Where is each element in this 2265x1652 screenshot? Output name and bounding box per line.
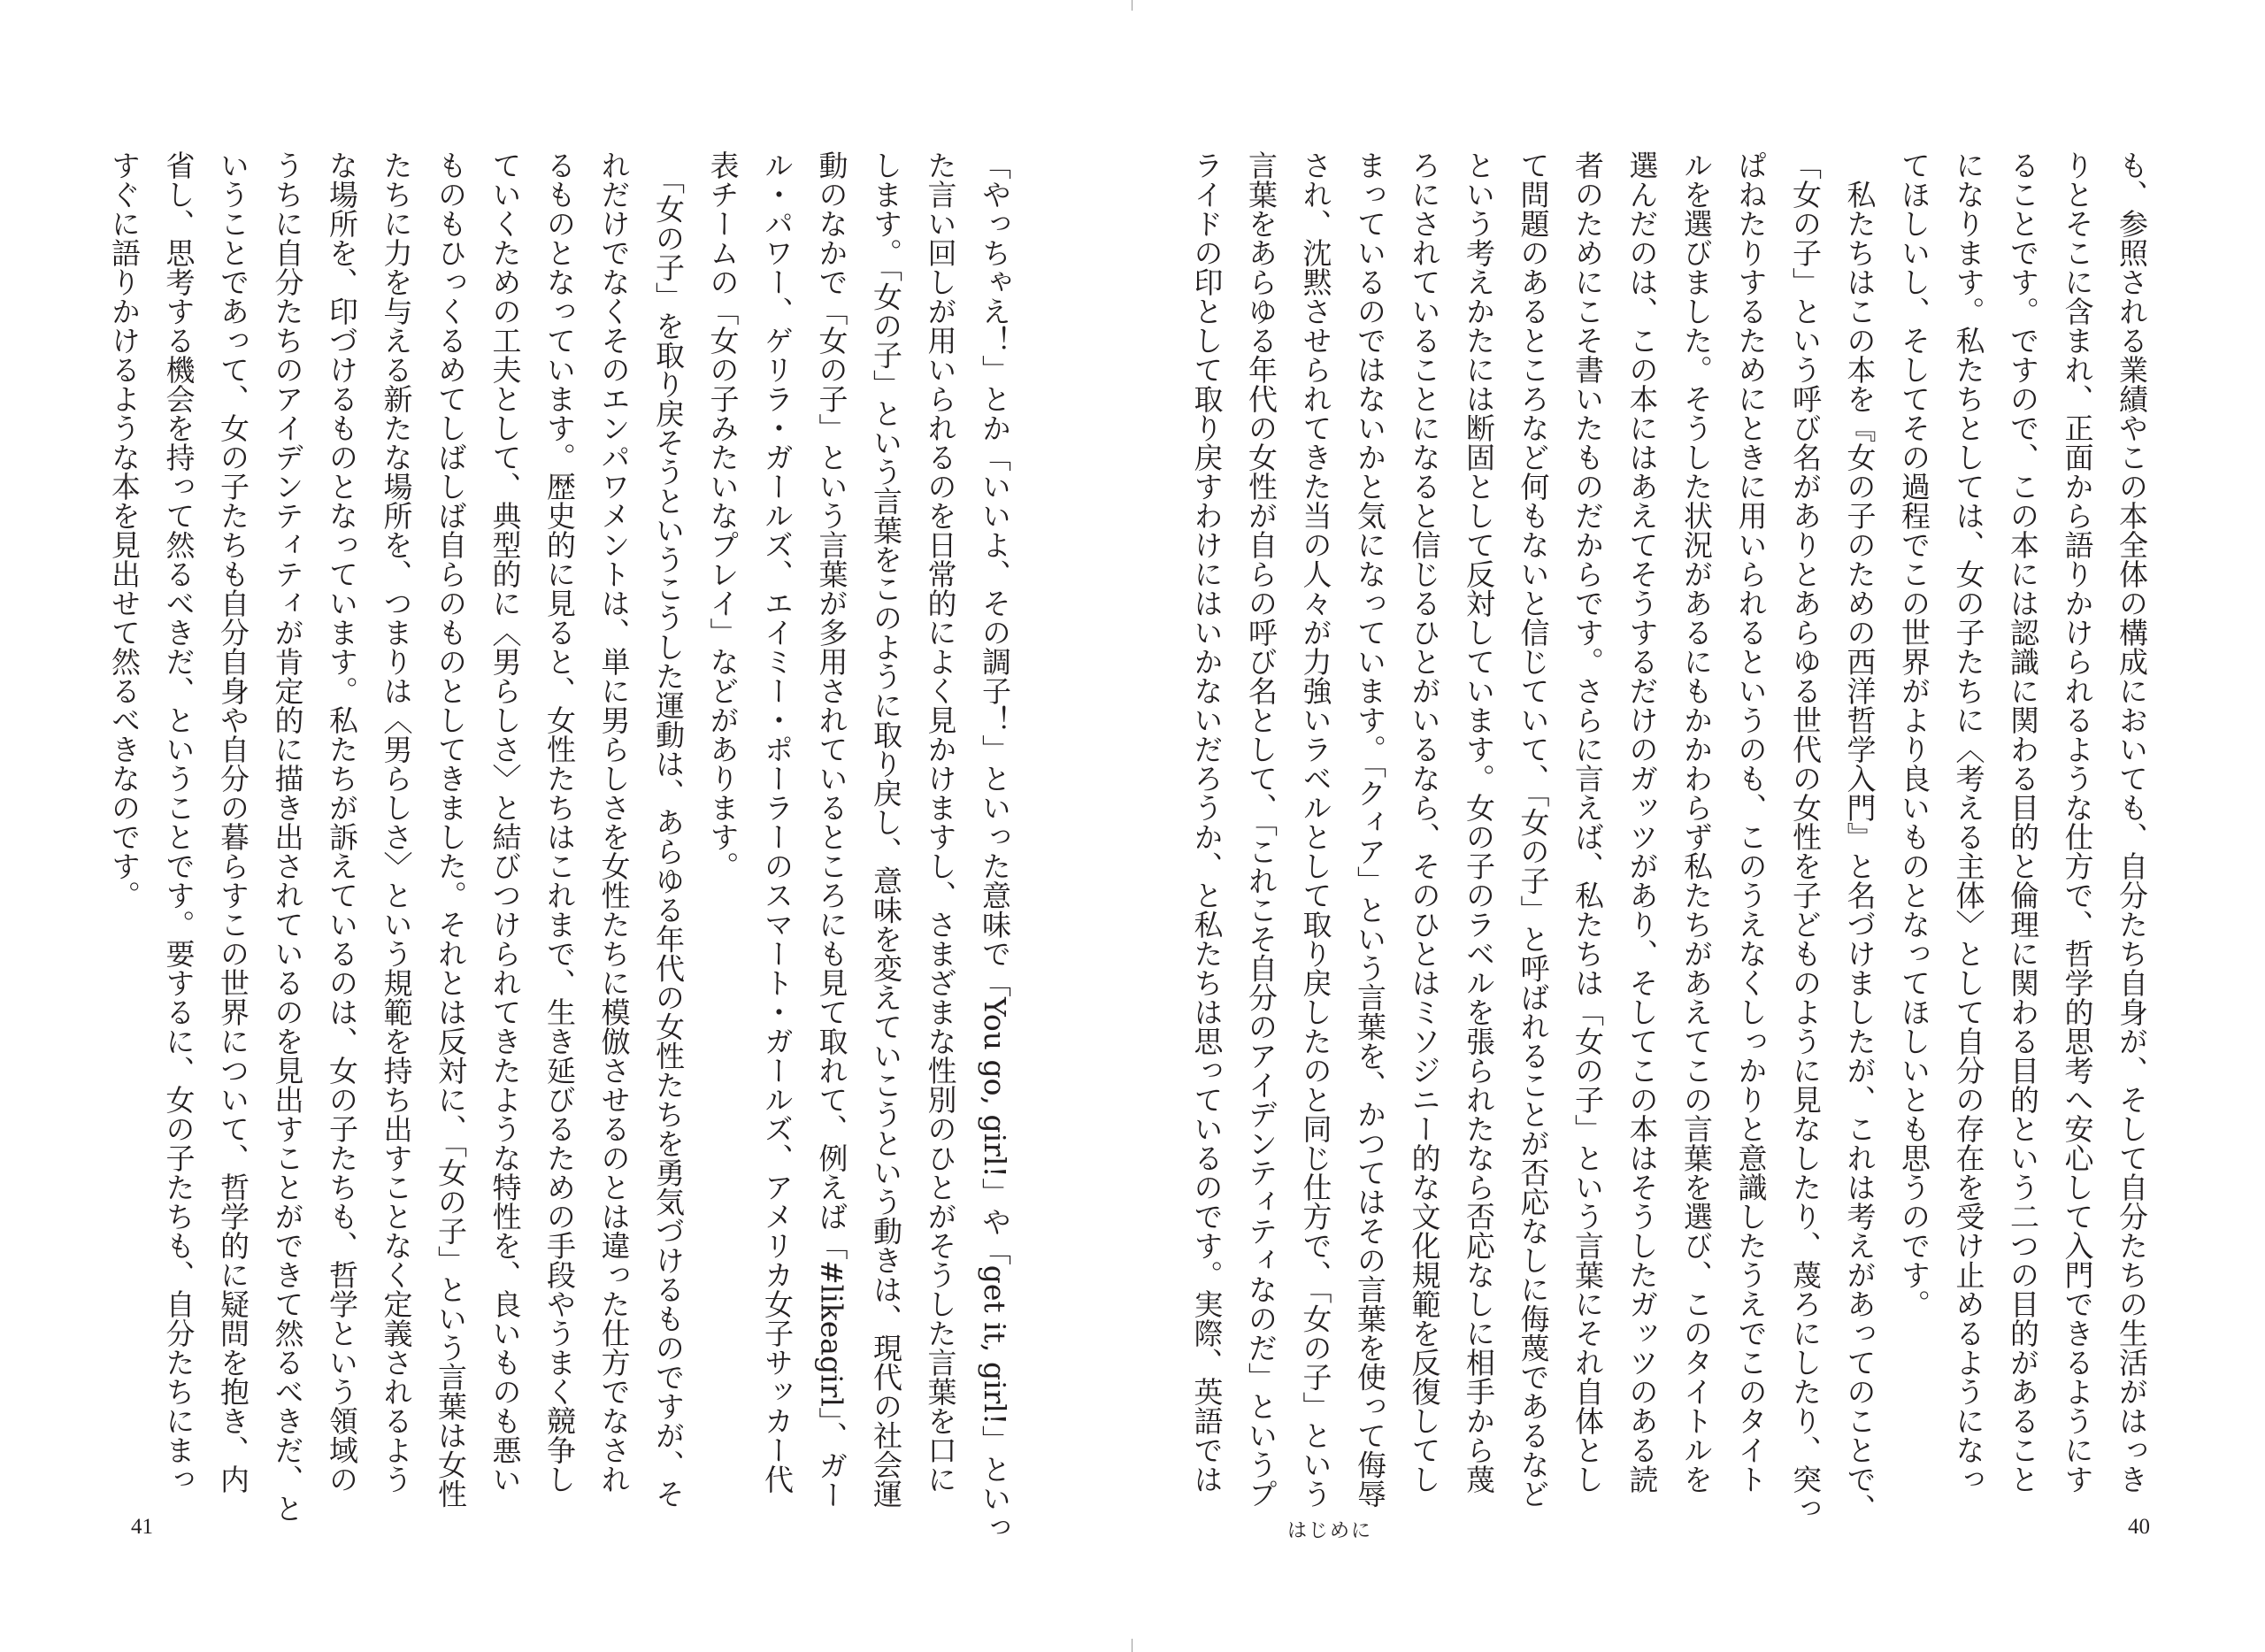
- left-line-10: ていくための工夫として、典型的に〈男らしさ〉と結びつけられてきたような特性を、良いものも悪い: [488, 150, 523, 1494]
- right-line-11: 者のためにこそ書いたものだからです。さらに言えば、私たちは「女の子」という言葉にそれ自体とし: [1570, 150, 1605, 1494]
- right-line-8: ぱねたりするためにときに用いられるというのも、このうえなくしっかりと意識したうえでこのタイト: [1733, 150, 1769, 1494]
- left-line-5: ル・パワー、ゲリラ・ガールズ、エイミー・ポーラーのスマート・ガールズ、アメリカ女子サッカー代: [760, 150, 795, 1494]
- left-line-17: すぐに語りかけるような本を見出せて然るべきなのです。: [107, 150, 142, 910]
- page-number-right: 40: [2128, 1515, 2150, 1539]
- right-line-2: りとそこに含まれ、正面から語りかけられるような仕方で、哲学的思考へ安心して入門できるようにす: [2060, 150, 2095, 1494]
- right-line-13: という考えかたには断固として反対しています。女の子のラベルを張られたなら否応なしに相手から蔑: [1462, 150, 1496, 1494]
- running-head: はじめに: [1287, 1520, 1373, 1542]
- right-line-3: ることです。ですので、この本には認識に関わる目的と倫理に関わる目的という二つの目的があること: [2006, 150, 2040, 1494]
- right-line-6: 私たちはこの本を『女の子のための西洋哲学入門』と名づけましたが、これは考えがあってのことで、: [1842, 150, 1877, 1523]
- right-line-4: になります。私たちとしては、女の子たちに〈考える主体〉として自分の存在を受け止めるようになっ: [1951, 150, 1986, 1494]
- left-line-7: 「女の子」を取り戻そうというこうした運動は、あらゆる年代の女性たちを勇気づけるものですが、そ: [651, 150, 686, 1509]
- left-line-6: 表チームの「女の子みたいなプレイ」などがあります。: [705, 150, 741, 880]
- right-line-15: まっているのではないかと気になっています。「クィア」という言葉を、かつてはその言葉を使って侮辱: [1353, 150, 1387, 1509]
- page-number-left: 41: [131, 1515, 153, 1539]
- right-line-18: ライドの印として取り戻すわけにはいかないだろうか、と私たちは思っているのです。実際、英語では: [1189, 150, 1225, 1494]
- left-line-15: いうことであって、女の子たちも自分自身や自分の暮らすこの世界について、哲学的に疑問を抱き、内: [216, 150, 250, 1494]
- right-line-16: され、沈黙させられてきた当の人々が力強いラベルとして取り戻したのと同じ仕方で、「女の子」という: [1298, 150, 1333, 1509]
- right-page: [1132, 0, 2265, 1652]
- right-line-10: 選んだのは、この本にはあえてそうするだけのガッツがあり、そしてこの本はそうしたガッツのある読: [1624, 150, 1660, 1494]
- right-line-9: ルを選びました。そうした状況があるにもかかわらず私たちがあえてこの言葉を選び、このタイトルを: [1679, 150, 1714, 1494]
- left-line-12: たちに力を与える新たな場所を、つまりは〈男らしさ〉という規範を持ち出すことなく定義されるよう: [379, 150, 414, 1494]
- right-line-1: も、参照される業績やこの本全体の構成においても、自分たち自身が、そして自分たちの生活がはっき: [2115, 150, 2149, 1494]
- left-line-3: します。「女の子」という言葉をこのように取り戻し、意味を変えていこうという動きは、現代の社会運: [869, 150, 903, 1509]
- left-line-11: ものもひっくるめてしばしば自らのものとしてきました。それとは反対に、「女の子」という言葉は女性: [434, 150, 468, 1509]
- left-line-4: 動のなかで「女の子」という言葉が多用されているところにも見て取れて、例えば「#likeagirl」、ガー: [814, 150, 849, 1510]
- left-line-16: 省し、思考する機会を持って然るべきだ、ということです。要するに、女の子たちも、自分たちにまっ: [161, 150, 196, 1494]
- right-line-17: 言葉をあらゆる年代の女性が自らの呼び名として、「これこそ自分のアイデンティティなのだ」というプ: [1244, 150, 1278, 1509]
- right-page-body: [1179, 150, 2159, 1523]
- right-line-7: 「女の子」という呼び名がありとあらゆる世代の女性を子どものように見なしたり、蔑ろにしたり、突っ: [1788, 150, 1823, 1523]
- right-line-12: て問題のあるところなど何もないと信じていて、「女の子」と呼ばれることが否応なしに侮蔑であるなど: [1516, 150, 1551, 1509]
- right-line-14: ろにされていることになると信じるひとがいるなら、そのひとはミソジニー的な文化規範を反復してし: [1407, 150, 1442, 1494]
- left-line-13: な場所を、印づけるものとなっています。私たちが訴えているのは、女の子たちも、哲学という領域の: [325, 150, 359, 1494]
- left-line-8: れだけでなくそのエンパワメントは、単に男らしさを女性たちに模倣させるのとは違った仕方でなされ: [596, 150, 632, 1494]
- right-line-5: てほしいし、そしてその過程でこの世界がより良いものとなってほしいとも思うのです。: [1897, 150, 1931, 1318]
- left-line-2: た言い回しが用いられるのを日常的によく見かけますし、さまざまな性別のひとがそうした言葉を口に: [923, 150, 958, 1494]
- left-line-1: 「やっちゃえ！」とか「いいよ、その調子！」といった意味で「You go, girl!」や「get it, girl!」といっ: [978, 150, 1012, 1542]
- left-line-9: るものとなっています。歴史的に見ると、女性たちはこれまで、生き延びるための手段やうまく競争し: [542, 150, 577, 1494]
- left-page: [0, 0, 1132, 1652]
- left-line-14: うちに自分たちのアイデンティティが肯定的に描き出されているのを見出すことができて然るべきだ、と: [270, 150, 305, 1523]
